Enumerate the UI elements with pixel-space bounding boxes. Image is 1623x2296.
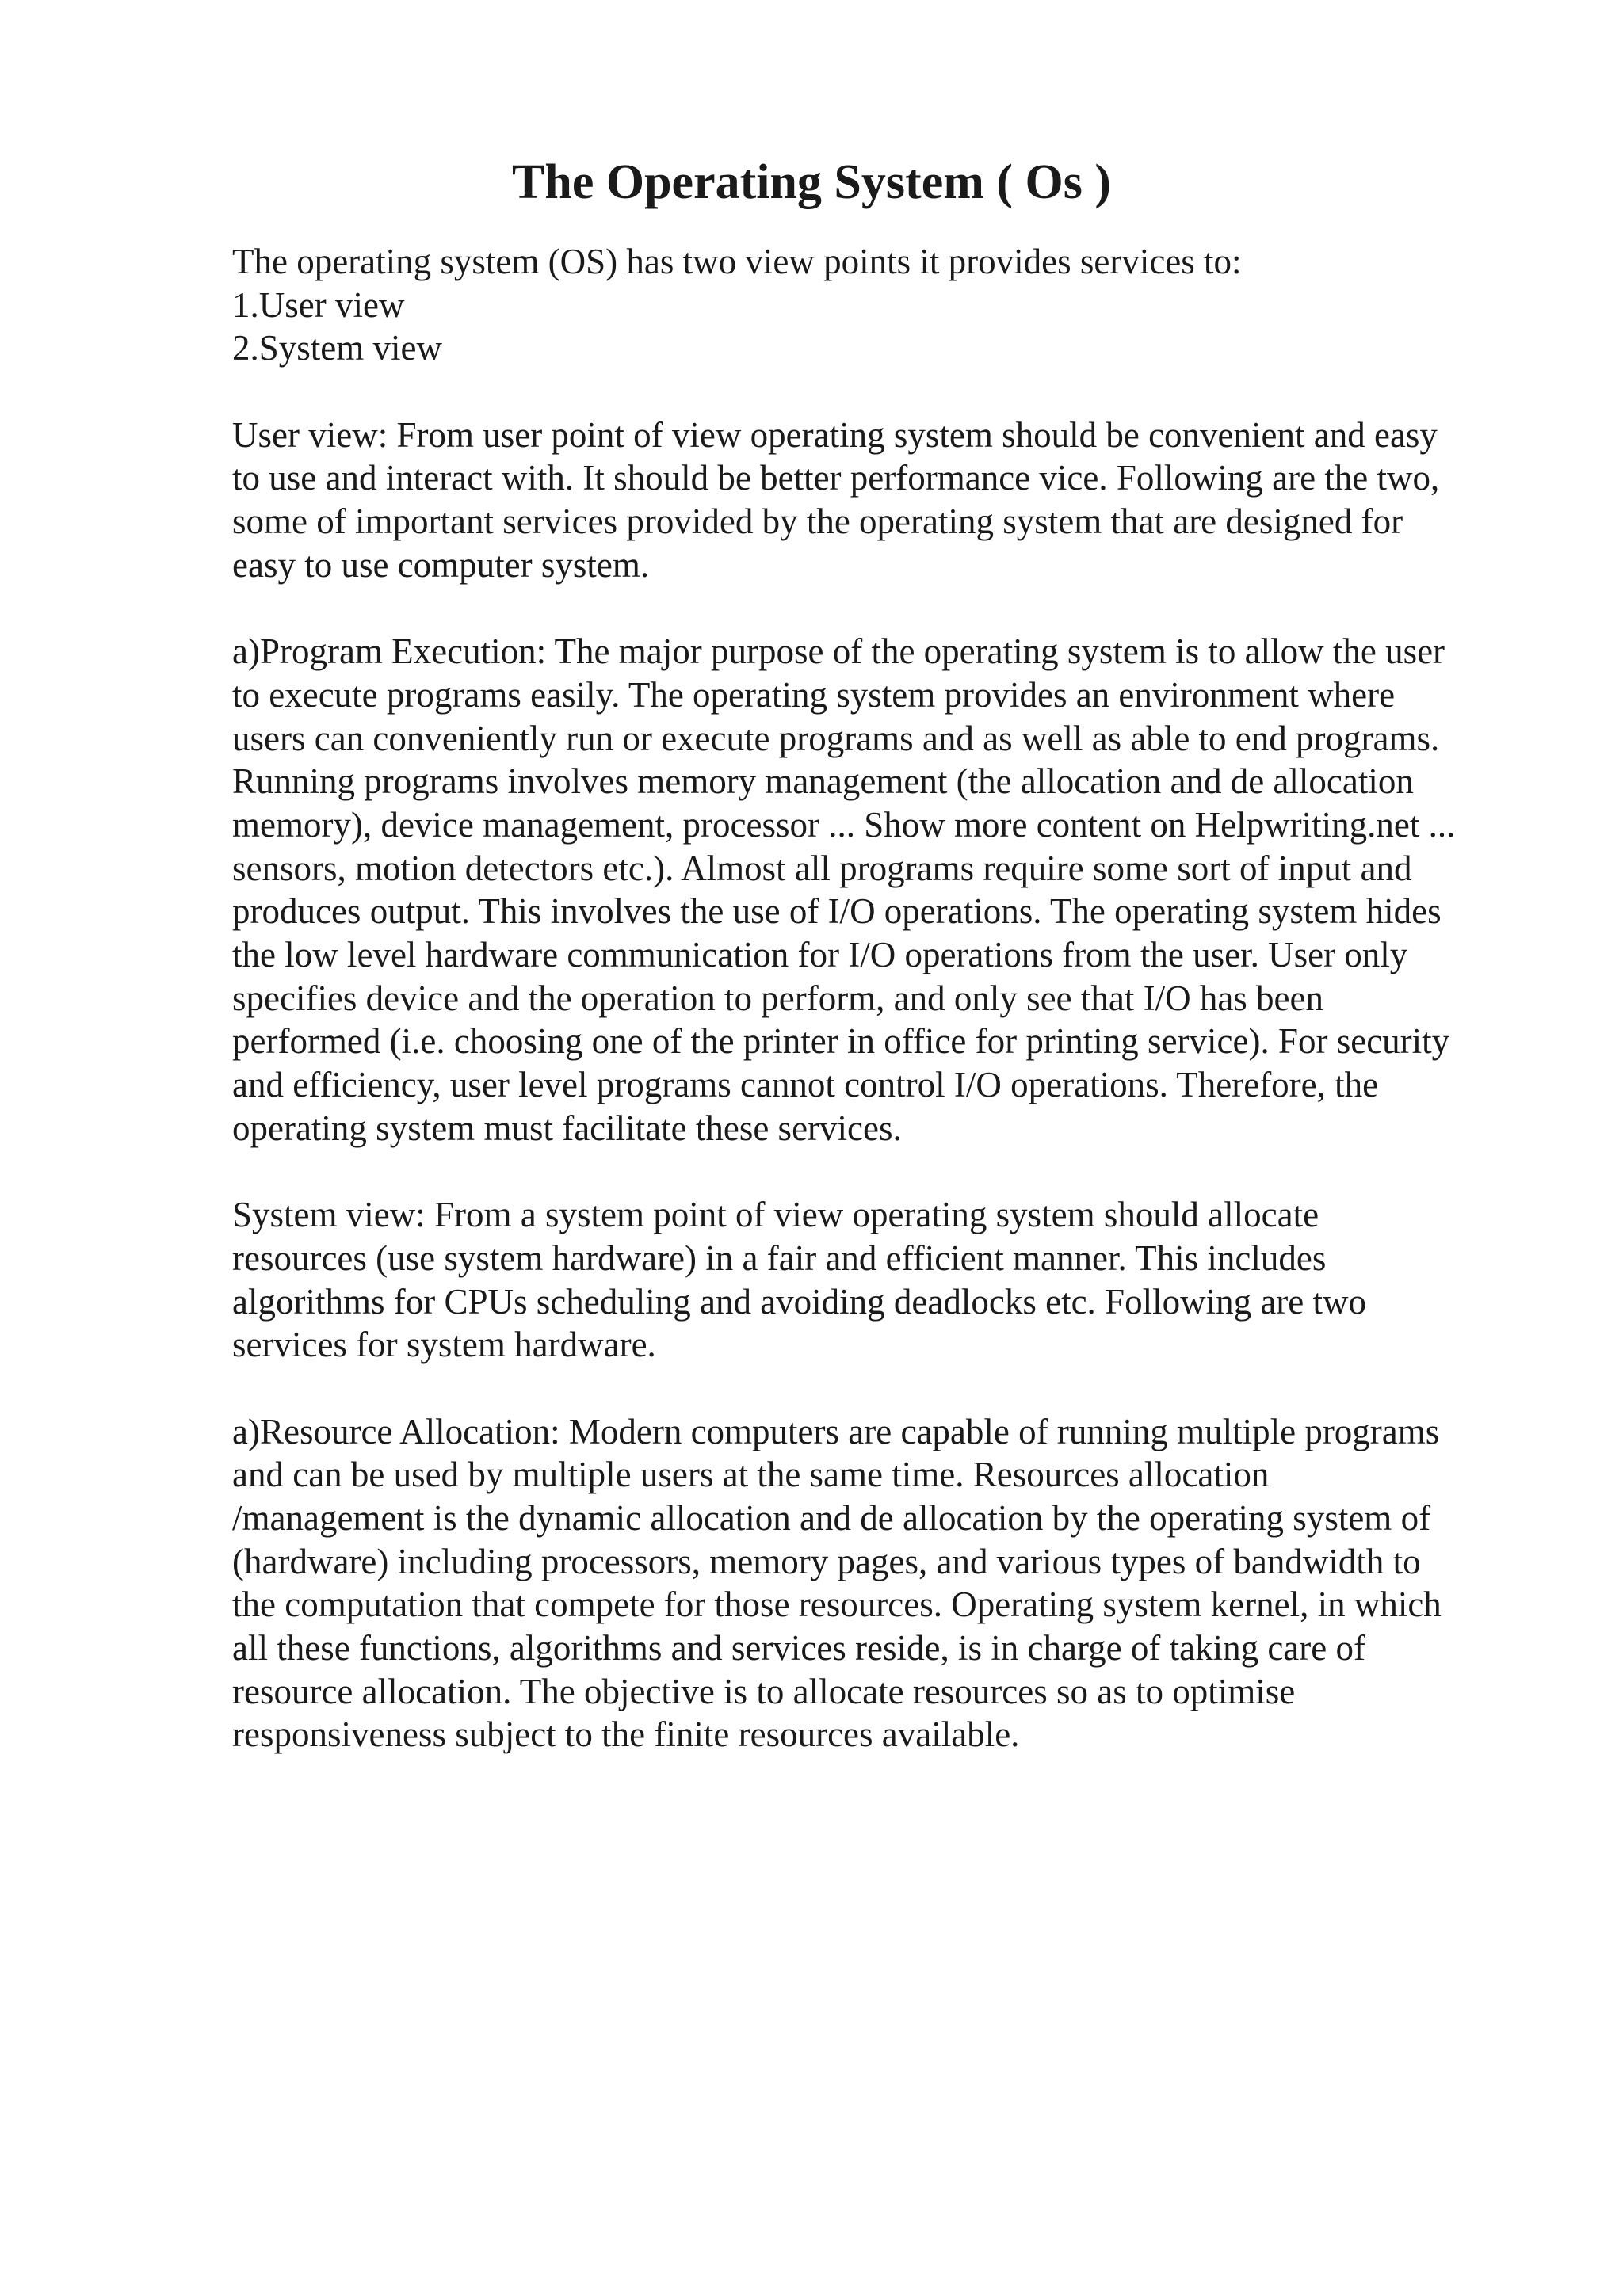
text-line: /management is the dynamic allocation and de allocation by the operating system of <box>232 1497 1431 1538</box>
page-title: The Operating System ( Os ) <box>511 155 1112 209</box>
intro-line: The operating system (OS) has two view points it provides services to: <box>232 242 1242 281</box>
text-line: and can be used by multiple users at the same time. Resources allocation <box>232 1455 1270 1495</box>
text-line: the low level hardware communication for I/O operations from the user. User only <box>232 935 1408 974</box>
text-line: sensors, motion detectors etc.). Almost all programs require some sort of input and <box>232 848 1412 888</box>
paragraph-spacer <box>232 1367 1516 1410</box>
text-line: to use and interact with. It should be better performance vice. Following are the two, <box>232 458 1440 498</box>
text-line: specifies device and the operation to perform, and only see that I/O has been <box>232 978 1324 1018</box>
intro-section <box>232 240 1516 370</box>
text-line: resource allocation. The objective is to allocate resources so as to optimise <box>232 1671 1296 1711</box>
paragraph-spacer <box>232 587 1516 631</box>
text-line: some of important services provided by the operating system that are designed for <box>232 502 1403 542</box>
paragraph-system-view <box>232 1193 1516 1367</box>
paragraph-resource-allocation <box>232 1410 1516 1757</box>
text-line: users can conveniently run or execute programs and as well as able to end programs. <box>232 718 1440 758</box>
paragraph-spacer <box>232 370 1516 414</box>
text-line: User view: From user point of view operating system should be convenient and easy <box>232 414 1438 455</box>
text-line: and efficiency, user level programs cannot control I/O operations. Therefore, the <box>232 1065 1379 1105</box>
text-line: System view: From a system point of view operating system should allocate <box>232 1195 1319 1235</box>
text-line: easy to use computer system. <box>232 544 650 585</box>
text-line: the computation that compete for those resources. Operating system kernel, in which <box>232 1585 1442 1625</box>
text-line: a)Program Execution: The major purpose of the operating system is to allow the user <box>232 631 1445 672</box>
text-line: memory), device management, processor ... Show more content on Helpwriting.net ... <box>232 804 1456 845</box>
text-line: algorithms for CPUs scheduling and avoiding deadlocks etc. Following are two <box>232 1281 1367 1322</box>
text-line: all these functions, algorithms and services reside, is in charge of taking care of <box>232 1628 1365 1668</box>
text-line: (hardware) including processors, memory pages, and various types of bandwidth to <box>232 1541 1421 1581</box>
text-line: operating system must facilitate these services. <box>232 1108 902 1148</box>
text-line: produces output. This involves the use of I/O operations. The operating system hides <box>232 891 1442 932</box>
text-line: Running programs involves memory management (the allocation and de allocation <box>232 761 1414 802</box>
text-line: performed (i.e. choosing one of the printer in office for printing service). For security <box>232 1021 1450 1062</box>
text-line: to execute programs easily. The operating system provides an environment where <box>232 674 1396 715</box>
paragraph-user-view <box>232 414 1516 587</box>
list-item: 2.System view <box>232 328 442 368</box>
list-item: 1.User view <box>232 284 405 325</box>
text-line: resources (use system hardware) in a fair and efficient manner. This includes <box>232 1238 1327 1278</box>
paragraph-spacer <box>232 1150 1516 1193</box>
paragraph-program-execution <box>232 630 1516 1150</box>
text-line: a)Resource Allocation: Modern computers are capable of running multiple programs <box>232 1411 1440 1451</box>
text-line: responsiveness subject to the finite resources available. <box>232 1714 1020 1755</box>
document-body <box>232 240 1516 1756</box>
text-line: services for system hardware. <box>232 1325 656 1365</box>
